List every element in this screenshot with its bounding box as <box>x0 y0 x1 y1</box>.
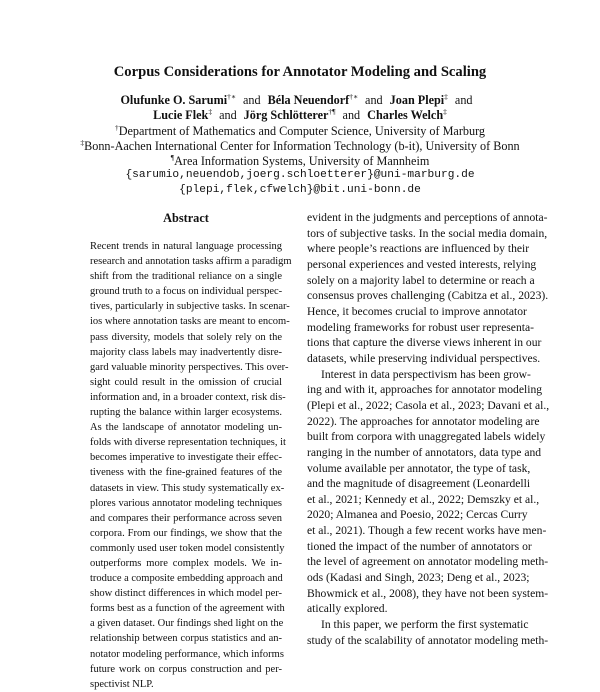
body-text-line: In this paper, we perform the first systematic <box>321 618 529 632</box>
abstract-line: relationship between corpus statistics and an- <box>90 633 282 645</box>
affiliation-mark: † <box>114 122 119 132</box>
abstract-body <box>90 239 292 692</box>
body-text-line: consensus proves challenging (Cabitza et al., 2023). <box>307 289 549 303</box>
body-text-line: tors of subjective tasks. In the social media domain, <box>307 226 548 240</box>
affiliation-mark: ¶ <box>170 152 175 162</box>
abstract-line: sight could result in the omission of crucial <box>90 376 282 388</box>
abstract-line: shift from the traditional reliance on a single <box>90 271 282 283</box>
author-separator: and <box>365 93 383 107</box>
abstract-line: notator modeling performance, which informs <box>90 648 284 660</box>
abstract-line: corpora. From our findings, we show that the <box>90 527 282 539</box>
right-column-body <box>307 210 550 648</box>
body-text-line: study of the scalability of annotator modeling meth- <box>307 633 549 647</box>
abstract-line: As the landscape of annotator modeling un- <box>90 422 282 434</box>
author-separator: and <box>242 93 261 107</box>
affiliation-mark: ‡ <box>80 137 85 147</box>
body-text-line: ranging in the number of annotators, data type and <box>307 445 542 459</box>
body-text-line: 2022). The approaches for annotator modeling are <box>307 414 540 428</box>
body-text-line: tions that capture the diverse views inherent in our <box>307 336 542 350</box>
body-text-line: Hence, it becomes crucial to improve annotator <box>307 304 527 318</box>
body-text-line: where people’s reactions are influenced by their <box>307 242 530 256</box>
author-affiliation-mark: ‡ <box>443 106 447 116</box>
body-text-line: (Plepi et al., 2022; Casola et al., 2023; Davani et al., <box>307 398 550 412</box>
author-affiliation-mark: †¶ <box>328 106 336 116</box>
abstract-line: show distinct differences in which model per- <box>90 588 283 600</box>
body-text-line: et al., 2021). Though a few recent works have men- <box>307 524 547 538</box>
abstract-line: troduce a composite embedding approach and <box>90 573 283 585</box>
author-name: Charles Welch <box>367 108 444 122</box>
body-text-line: personal experiences and vested interests, relying <box>307 257 537 271</box>
author-affiliation-mark: ‡ <box>444 91 448 101</box>
affiliation-1 <box>0 124 600 139</box>
author-name: Lucie Flek <box>153 108 209 122</box>
abstract-line: tives, particularly in subjective tasks. In scenar- <box>90 301 290 313</box>
email-line-1[interactable]: {sarumio,neuendob,joerg.schloetterer}@uni-marburg.de <box>125 169 475 181</box>
body-text-line: the level of agreement on annotator modeling meth- <box>307 555 549 569</box>
abstract-line: becomes imperative to investigate their effec- <box>90 452 282 464</box>
body-text-line: Bhowmick et al., 2008), they have not been system- <box>307 586 549 600</box>
author-affiliation-mark: †∗ <box>227 91 236 101</box>
author-separator: and <box>219 108 237 122</box>
abstract-line: commonly used user token model consistently <box>90 542 285 554</box>
abstract-line: information and, in a broader context, risk dis- <box>90 391 286 403</box>
abstract-line: pass diversity, models that solely rely on the <box>90 331 282 343</box>
author-name: Béla Neuendorf <box>267 93 350 107</box>
abstract-heading: Abstract <box>163 211 209 225</box>
body-text-line: and the magnitude of disagreement (Leonardelli <box>307 477 531 491</box>
abstract-line: majority class labels may inadvertently disre- <box>90 346 282 358</box>
abstract-line: spectivist NLP. <box>90 678 154 690</box>
author-separator: and <box>342 108 361 122</box>
abstract-line: tiveness with the fine-grained features of the <box>90 467 282 479</box>
body-text-line: atically explored. <box>307 602 388 616</box>
affiliation-2 <box>0 139 600 154</box>
body-text-line: ing and with it, approaches for annotator modeling <box>307 383 543 397</box>
author-line-2 <box>0 108 600 123</box>
author-separator: and <box>454 93 473 107</box>
paper-title: Corpus Considerations for Annotator Modeling and Scaling <box>113 64 487 80</box>
abstract-line: forms best as a function of the agreement with <box>90 603 285 615</box>
body-text-line: built from corpora with unaggregated labels widely <box>307 430 546 444</box>
body-text-line: Interest in data perspectivism has been grow- <box>321 367 531 381</box>
body-text-line: et al., 2021; Kennedy et al., 2022; Demszky et al., <box>307 492 540 506</box>
body-text-line: modeling frameworks for robust user representa- <box>307 320 534 334</box>
author-affiliation-mark: ‡ <box>208 106 213 116</box>
abstract-line: ios where annotation tasks are meant to encom- <box>90 316 290 328</box>
abstract-line: and compares their performance across seven <box>90 512 282 524</box>
author-name: Olufunke O. Sarumi <box>120 93 228 107</box>
abstract-line: ground truth to a focus on individual perspec- <box>90 286 283 298</box>
abstract-line: research and annotation tasks affirm a paradigm <box>90 256 292 268</box>
body-text-line: 2020; Almanea and Poesio, 2022; Cercas Curry <box>307 508 528 522</box>
email-line-2[interactable]: {plepi,flek,cfwelch}@bit.uni-bonn.de <box>179 184 421 196</box>
body-text-line: ods (Kadasi and Singh, 2023; Deng et al., 2023; <box>307 571 530 585</box>
abstract-line: datasets in view. This study systematically ex- <box>90 482 285 494</box>
body-text-line: datasets, while preserving individual perspectives. <box>307 351 541 365</box>
body-text-line: tioned the impact of the number of annotators or <box>307 539 532 553</box>
abstract-line: future work on corpus construction and per- <box>90 663 282 675</box>
body-text-line: volume available per annotator, the type of task, <box>307 461 531 475</box>
author-name: Jörg Schlötterer <box>243 108 329 122</box>
abstract-line: rupting the balance within larger ecosystems. <box>90 407 282 419</box>
author-line-1 <box>0 93 600 108</box>
abstract-line: a given dataset. Our findings shed light on the <box>90 618 284 630</box>
abstract-line: folds with diverse representation techniques, it <box>90 437 286 449</box>
affiliation-text: Bonn-Aachen International Center for Information Technology (b-it), University of Bonn <box>84 139 520 153</box>
abstract-line: gard valuable minority perspectives. This over- <box>90 361 289 373</box>
abstract-line: plores various annotator modeling techniques <box>90 497 282 509</box>
affiliation-text: Area Information Systems, University of Mannheim <box>174 154 430 168</box>
body-text-line: solely on a majority label to determine or reach a <box>307 273 535 287</box>
affiliation-text: Department of Mathematics and Computer Science, University of Marburg <box>118 124 486 138</box>
affiliation-3 <box>0 154 600 169</box>
author-affiliation-mark: †∗ <box>349 91 359 101</box>
body-text-line: evident in the judgments and perceptions of annota- <box>307 211 548 224</box>
abstract-line: outperforms more complex models. We in- <box>90 557 282 569</box>
abstract-line: Recent trends in natural language processing <box>90 241 282 252</box>
author-name: Joan Plepi <box>389 93 445 107</box>
